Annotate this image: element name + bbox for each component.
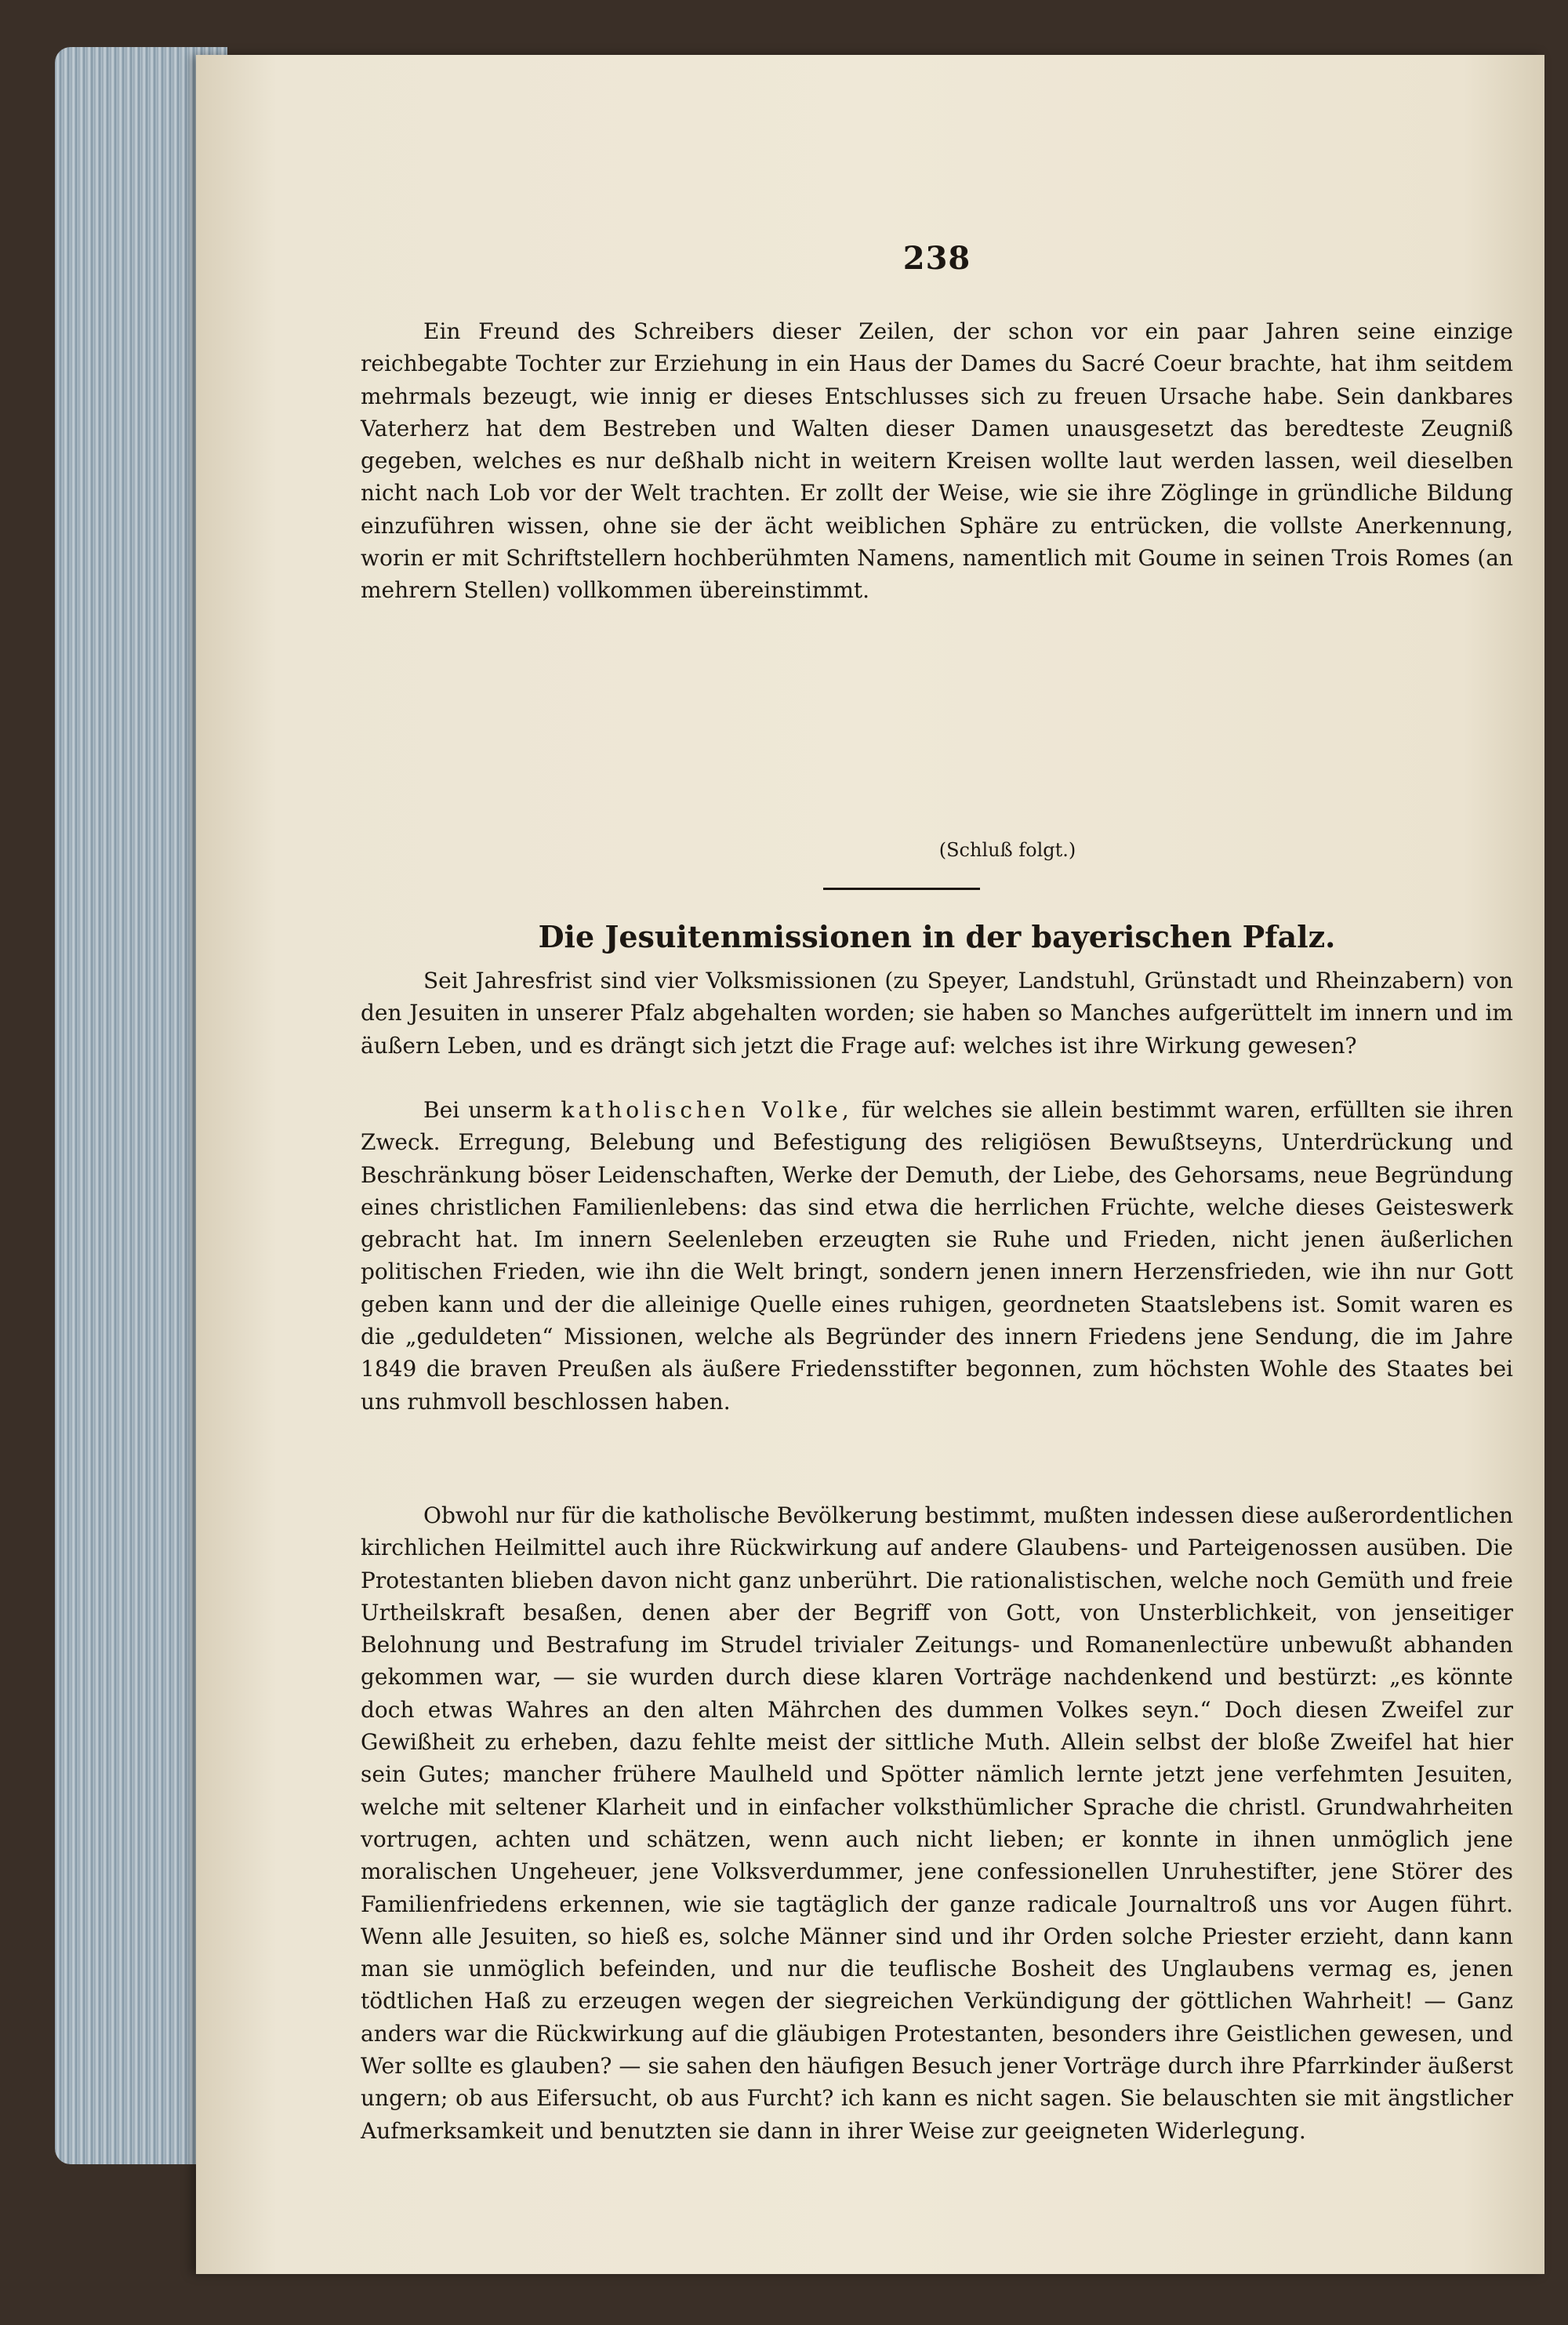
paragraph-1: Ein Freund des Schreibers dieser Zeilen, der schon vor ein paar Jahren seine einzige reichbegabte Tochter zur Erziehung in ein Haus der Dames du Sacré Coeur brachte, hat ihm seitdem mehrmals bezeugt, wie innig er dieses Entschlusses sich zu freuen Ursache habe. Sein dankbares Vaterherz hat dem Bestreben und Walten dieser Damen unausgesetzt das beredteste Zeugniß gegeben, welches es nur deßhalb nicht in weitern Kreisen wollte laut werden lassen, weil dieselben nicht nach Lob vor der Welt trachten. Er zollt der Weise, wie sie ihre Zöglinge in gründliche Bildung einzuführen wissen, ohne sie der ächt weiblichen Sphäre zu entrücken, die vollste Anerkennung, worin er mit Schriftstellern hochberühmten Namens, namentlich mit Goume in seinen Trois Romes (an mehrern Stellen) vollkommen übereinstimmt. [361, 318, 1513, 604]
section-divider [823, 888, 980, 890]
paragraph-3 [361, 1094, 1513, 1418]
paragraph-4: Obwohl nur für die katholische Bevölkerung bestimmt, mußten indessen diese außerordentlichen kirchlichen Heilmittel auch ihre Rückwirkung auf andere Glaubens- und Parteigenossen ausüben. Die Protestanten blieben davon nicht ganz unberührt. Die rationalistischen, welche noch Gemüth und freie Urtheilskraft besaßen, denen aber der Begriff von Gott, von Unsterblichkeit, von jenseitiger Belohnung und Bestrafung im Strudel trivialer Zeitungs- und Romanenlectüre unbewußt abhanden gekommen war, — sie wurden durch diese klaren Vorträge nachdenkend und bestürzt: „es könnte doch etwas Wahres an den alten Mährchen des dummen Volkes seyn.“ Doch diesen Zweifel zur Gewißheit zu erheben, dazu fehlte meist der sittliche Muth. Allein selbst der bloße Zweifel hat hier sein Gutes; mancher frühere Maulheld und Spötter nämlich lernte jetzt jene verfehmten Jesuiten, welche mit seltener Klarheit und in einfacher volksthümlicher Sprache die christl. Grundwahrheiten vortrugen, achten und schätzen, wenn auch nicht lieben; er konnte in ihnen unmöglich jene moralischen Ungeheuer, jene Volksverdummer, jene confessionellen Unruhestifter, jene Störer des Familienfriedens erkennen, wie sie tagtäglich der ganze radicale Journaltroß uns vor Augen führt. Wenn alle Jesuiten, so hieß es, solche Männer sind und ihr Orden solche Priester erzieht, dann kann man sie unmöglich befeinden, und nur die teuflische Bosheit des Unglaubens vermag es, jenen tödtlichen Haß zu erzeugen wegen der siegreichen Verkündigung der göttlichen Wahrheit! — Ganz anders war die Rückwirkung auf die gläubigen Protestanten, besonders ihre Geistlichen gewesen, und Wer sollte es glauben? — sie sahen den häufigen Besuch jener Vorträge durch ihre Pfarrkinder äußerst ungern; ob aus Eifersucht, ob aus Furcht? ich kann es nicht sagen. Sie belauschten sie mit ängstlicher Aufmerksamkeit und benutzten sie dann in ihrer Weise zur geeigneten Widerlegung. [361, 1502, 1513, 2144]
continuation-note: (Schluß folgt.) [938, 839, 1076, 861]
article-heading: Die Jesuitenmissionen in der bayerischen Pfalz. [538, 919, 1336, 954]
paragraph-2: Seit Jahresfrist sind vier Volksmissionen (zu Speyer, Landstuhl, Grünstadt und Rheinzabern) von den Jesuiten in unserer Pfalz abgehalten worden; sie haben so Manches aufgerüttelt im innern und im äußern Leben, und es drängt sich jetzt die Frage auf: welches ist ihre Wirkung gewesen? [361, 968, 1513, 1059]
book-page [196, 55, 1544, 2274]
paragraph-3-lead: Bei unserm [423, 1097, 553, 1123]
paragraph-3-emphasis: katholischen Volke, [561, 1097, 853, 1123]
page-number: 238 [902, 240, 971, 277]
paragraph-3-rest: für welches sie allein bestimmt waren, erfüllten sie ihren Zweck. Erregung, Belebung und Befestigung des religiösen Bewußtseyns, Unterdrückung und Beschränkung böser Leidenschaften, Werke der Demuth, der Liebe, des Gehorsams, neue Begründung eines christlichen Familienlebens: das sind etwa die herrlichen Früchte, welche dieses Geisteswerk gebracht hat. Im innern Seelenleben erzeugten sie Ruhe und Frieden, nicht jenen äußerlichen politischen Frieden, wie ihn die Welt bringt, sondern jenen innern Herzensfrieden, wie ihn nur Gott geben kann und der die alleinige Quelle eines ruhigen, geordneten Staatslebens ist. Somit waren es die „geduldeten“ Missionen, welche als Begründer des innern Friedens jene Sendung, die im Jahre 1849 die braven Preußen als äußere Friedensstifter begonnen, zum höchsten Wohle des Staates bei uns ruhmvoll beschlossen haben. [361, 1097, 1513, 1415]
